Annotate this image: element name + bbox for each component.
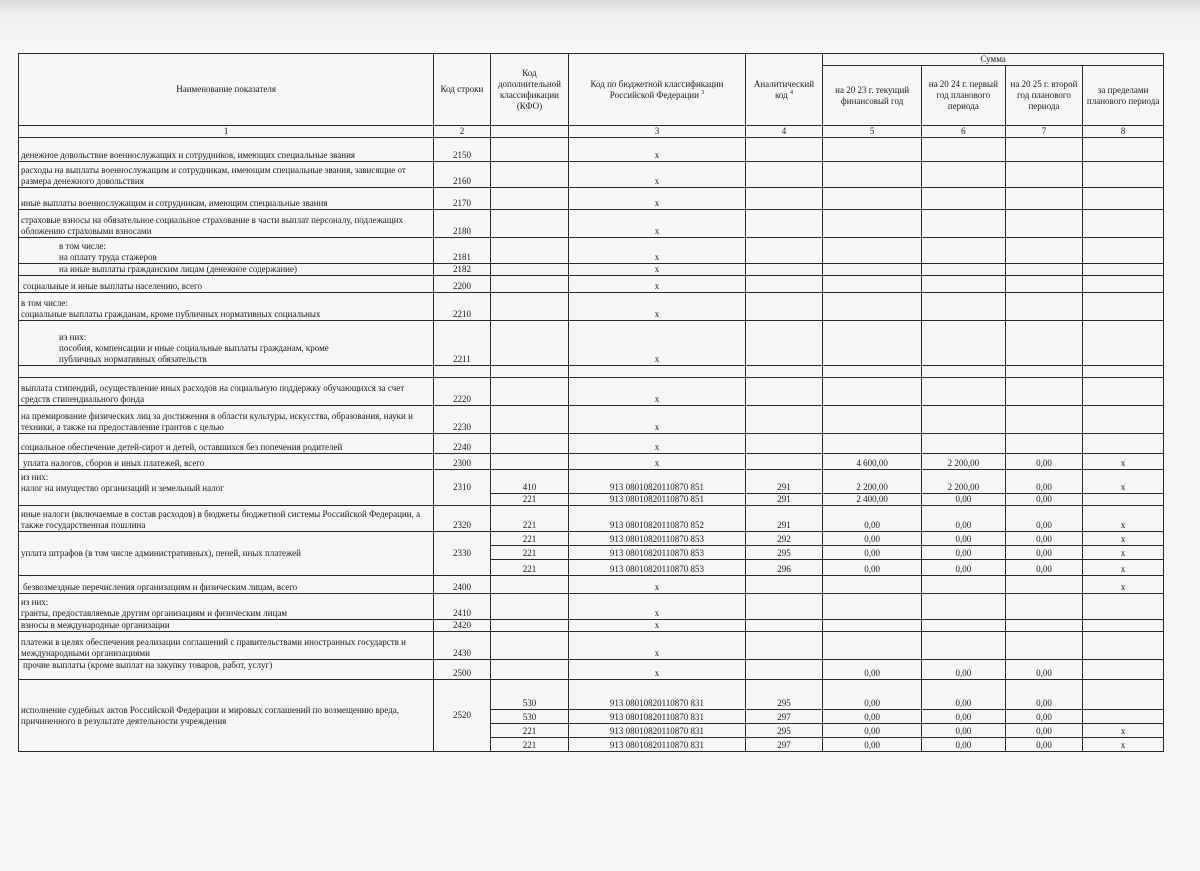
table-row: [19, 506, 1164, 532]
row-code: 2420: [434, 620, 490, 632]
row-y3: 0,00: [1005, 546, 1083, 560]
row-y3: 0,00: [1005, 680, 1083, 710]
row-bk: х: [569, 594, 745, 620]
table-row: [19, 378, 1164, 406]
row-kfo: 221: [490, 532, 569, 546]
row-bk: 913 08010820110870 853: [569, 532, 745, 546]
row-analytic: 295: [745, 724, 823, 738]
header-kfo: Код дополнительной классификации (КФО): [490, 54, 569, 126]
row-y2: 0,00: [922, 506, 1006, 532]
row-bk: х: [569, 576, 745, 594]
header-year-2: на 20 24 г. первый год планового периода: [922, 66, 1006, 126]
row-y3: 0,00: [1005, 724, 1083, 738]
row-y1: 0,00: [823, 532, 922, 546]
row-code: 2181: [434, 238, 490, 264]
row-name: уплата налогов, сборов и иных платежей, всего: [19, 454, 434, 470]
row-y1: 2 400,00: [823, 494, 922, 506]
row-name: социальное обеспечение детей-сирот и детей, оставшихся без попечения родителей: [19, 434, 434, 454]
row-bk: 913 08010820110870 853: [569, 560, 745, 576]
table-row: [19, 293, 1164, 321]
row-code: 2320: [434, 506, 490, 532]
row-analytic: 296: [745, 560, 823, 576]
table-body: [19, 138, 1164, 752]
expenditure-table: [18, 53, 1164, 752]
row-kfo: 221: [490, 560, 569, 576]
row-y2: 0,00: [922, 680, 1006, 710]
row-beyond: х: [1083, 506, 1164, 532]
row-name: исполнение судебных актов Российской Федерации и мировых соглашений по возмещению вреда, причиненного в результате деятельности учреждения: [19, 680, 434, 752]
row-name: из них: гранты, предоставляемые другим организациям и физическим лицам: [19, 594, 434, 620]
row-code: 2240: [434, 434, 490, 454]
row-name: на премирование физических лиц за достижения в области культуры, искусства, образования, науки и техники, а также на предоставление грантов с целью: [19, 406, 434, 434]
row-y2: 0,00: [922, 738, 1006, 752]
row-analytic: 291: [745, 494, 823, 506]
row-name: из них: налог на имущество организаций и земельный налог: [19, 470, 434, 506]
row-name: на иные выплаты гражданским лицам (денежное содержание): [19, 264, 434, 276]
row-analytic: 297: [745, 738, 823, 752]
row-beyond: х: [1083, 546, 1164, 560]
table-row: [19, 434, 1164, 454]
row-bk: 913 08010820110870 831: [569, 710, 745, 724]
row-y1: 4 600,00: [823, 454, 922, 470]
row-bk: х: [569, 454, 745, 470]
row-code: 2400: [434, 576, 490, 594]
row-y3: 0,00: [1005, 710, 1083, 724]
row-code: 2430: [434, 632, 490, 660]
table-row: [19, 276, 1164, 293]
row-name: безвозмездные перечисления организациям и физическим лицам, всего: [19, 576, 434, 594]
colnum: 4: [745, 126, 823, 138]
table-row-empty: [19, 366, 1164, 378]
row-bk: х: [569, 406, 745, 434]
row-beyond: х: [1083, 576, 1164, 594]
colnum: 8: [1083, 126, 1164, 138]
row-name: иные выплаты военнослужащим и сотрудникам, имеющим специальные звания: [19, 188, 434, 210]
row-y1: 0,00: [823, 660, 922, 680]
row-y3: 0,00: [1005, 560, 1083, 576]
row-name: в том числе: на оплату труда стажеров: [19, 238, 434, 264]
row-y2: 0,00: [922, 560, 1006, 576]
header-analytic: Аналитический код $^4$: [745, 54, 823, 126]
row-analytic: 291: [745, 470, 823, 494]
row-y2: 0,00: [922, 546, 1006, 560]
table-row: [19, 406, 1164, 434]
row-name: денежное довольствие военнослужащих и сотрудников, имеющих специальные звания: [19, 138, 434, 162]
row-bk: х: [569, 321, 745, 366]
row-name: прочие выплаты (кроме выплат на закупку товаров, работ, услуг): [19, 660, 434, 680]
row-name: взносы в международные организации: [19, 620, 434, 632]
row-bk: х: [569, 293, 745, 321]
row-kfo: 221: [490, 494, 569, 506]
row-code: 2170: [434, 188, 490, 210]
table-row: [19, 238, 1164, 264]
row-code: 2182: [434, 264, 490, 276]
row-bk: 913 08010820110870 851: [569, 494, 745, 506]
table-row: [19, 632, 1164, 660]
row-y1: 0,00: [823, 724, 922, 738]
row-beyond: х: [1083, 470, 1164, 494]
row-name: расходы на выплаты военнослужащим и сотрудникам, имеющим специальные звания, зависящие от размера денежного довольствия: [19, 162, 434, 188]
header-beyond: за пределами планового периода: [1083, 66, 1164, 126]
row-y1: 0,00: [823, 506, 922, 532]
row-beyond: х: [1083, 738, 1164, 752]
row-y1: 0,00: [823, 738, 922, 752]
row-y2: 0,00: [922, 710, 1006, 724]
colnum: 6: [922, 126, 1006, 138]
row-kfo: 410: [490, 470, 569, 494]
row-y3: 0,00: [1005, 454, 1083, 470]
row-code: 2200: [434, 276, 490, 293]
row-y1: 0,00: [823, 560, 922, 576]
row-code: 2300: [434, 454, 490, 470]
row-code: 2500: [434, 660, 490, 680]
row-y1: 0,00: [823, 680, 922, 710]
row-beyond: х: [1083, 454, 1164, 470]
table-row: [19, 660, 1164, 680]
row-beyond: х: [1083, 724, 1164, 738]
row-kfo: 221: [490, 724, 569, 738]
row-analytic: 291: [745, 506, 823, 532]
colnum: [490, 126, 569, 138]
table-row: [19, 162, 1164, 188]
row-code: 2160: [434, 162, 490, 188]
row-y3: 0,00: [1005, 494, 1083, 506]
row-bk: х: [569, 210, 745, 238]
row-y2: 0,00: [922, 494, 1006, 506]
row-name: выплата стипендий, осуществление иных расходов на социальную поддержку обучающихся за счет средств стипендиального фонда: [19, 378, 434, 406]
header-bk: Код по бюджетной классификации Российской Федерации $^3$: [569, 54, 745, 126]
colnum: 2: [434, 126, 490, 138]
row-code: 2220: [434, 378, 490, 406]
row-code: 2180: [434, 210, 490, 238]
row-bk: х: [569, 188, 745, 210]
table-row: [19, 138, 1164, 162]
table-row: [19, 454, 1164, 470]
row-name: иные налоги (включаемые в состав расходов) в бюджеты бюджетной системы Российской Федерации, а также государственная пошлина: [19, 506, 434, 532]
row-name: уплата штрафов (в том числе административных), пеней, иных платежей: [19, 532, 434, 576]
scan-edge-shadow: [0, 0, 1200, 14]
row-analytic: 297: [745, 710, 823, 724]
row-bk: х: [569, 620, 745, 632]
table-row: [19, 620, 1164, 632]
header-name: Наименование показателя: [19, 54, 434, 126]
row-name: социальные и иные выплаты населению, всего: [19, 276, 434, 293]
row-y3: 0,00: [1005, 660, 1083, 680]
row-analytic: 295: [745, 680, 823, 710]
row-code: 2410: [434, 594, 490, 620]
table-row: [19, 470, 1164, 494]
row-kfo: 221: [490, 506, 569, 532]
table-row: [19, 680, 1164, 710]
row-bk: 913 08010820110870 831: [569, 724, 745, 738]
row-bk: х: [569, 632, 745, 660]
row-y1: 0,00: [823, 710, 922, 724]
header-year-1: на 20 23 г. текущий финансовый год: [823, 66, 922, 126]
row-name: в том числе: социальные выплаты гражданам, кроме публичных нормативных социальных: [19, 293, 434, 321]
row-bk: 913 08010820110870 851: [569, 470, 745, 494]
row-code: 2210: [434, 293, 490, 321]
column-numbers-row: [19, 126, 1164, 138]
row-y3: 0,00: [1005, 738, 1083, 752]
colnum: 5: [823, 126, 922, 138]
row-name: платежи в целях обеспечения реализации соглашений с правительствами иностранных государств и международными организациями: [19, 632, 434, 660]
row-analytic: 295: [745, 546, 823, 560]
table-row: [19, 188, 1164, 210]
row-code: 2211: [434, 321, 490, 366]
row-bk: х: [569, 276, 745, 293]
header-year-3: на 20 25 г. второй год планового периода: [1005, 66, 1083, 126]
row-kfo: 221: [490, 738, 569, 752]
row-y2: 0,00: [922, 532, 1006, 546]
row-kfo: 530: [490, 710, 569, 724]
row-analytic: 292: [745, 532, 823, 546]
row-bk: 913 08010820110870 853: [569, 546, 745, 560]
header-code: Код строки: [434, 54, 490, 126]
row-code: 2150: [434, 138, 490, 162]
row-y1: 0,00: [823, 546, 922, 560]
row-code: 2330: [434, 532, 490, 576]
row-name: страховые взносы на обязательное социальное страхование в части выплат персоналу, подлежащих обложению страховыми взносами: [19, 210, 434, 238]
row-bk: х: [569, 138, 745, 162]
row-bk: х: [569, 264, 745, 276]
row-bk: х: [569, 434, 745, 454]
row-code: 2520: [434, 680, 490, 752]
row-name: из них: пособия, компенсации и иные социальные выплаты гражданам, кроме публичных нормативных обязательств: [19, 321, 434, 366]
row-bk: 913 08010820110870 831: [569, 680, 745, 710]
row-y3: 0,00: [1005, 532, 1083, 546]
header-sum: Сумма: [823, 54, 1164, 66]
row-bk: 913 08010820110870 831: [569, 738, 745, 752]
table-row: [19, 532, 1164, 546]
row-y2: 2 200,00: [922, 470, 1006, 494]
row-kfo: 221: [490, 546, 569, 560]
row-bk: х: [569, 238, 745, 264]
table-row: [19, 594, 1164, 620]
row-bk: 913 08010820110870 852: [569, 506, 745, 532]
colnum: 3: [569, 126, 745, 138]
table-row: [19, 264, 1164, 276]
row-code: 2230: [434, 406, 490, 434]
row-y2: 0,00: [922, 724, 1006, 738]
colnum: 7: [1005, 126, 1083, 138]
table-row: [19, 576, 1164, 594]
row-beyond: х: [1083, 560, 1164, 576]
row-code: 2310: [434, 470, 490, 506]
table-row: [19, 321, 1164, 366]
row-bk: х: [569, 162, 745, 188]
row-y1: 2 200,00: [823, 470, 922, 494]
table-row: [19, 210, 1164, 238]
row-bk: х: [569, 378, 745, 406]
colnum: 1: [19, 126, 434, 138]
row-bk: х: [569, 660, 745, 680]
row-y2: 2 200,00: [922, 454, 1006, 470]
row-y3: 0,00: [1005, 470, 1083, 494]
row-beyond: х: [1083, 532, 1164, 546]
row-y3: 0,00: [1005, 506, 1083, 532]
row-y2: 0,00: [922, 660, 1006, 680]
row-kfo: 530: [490, 680, 569, 710]
